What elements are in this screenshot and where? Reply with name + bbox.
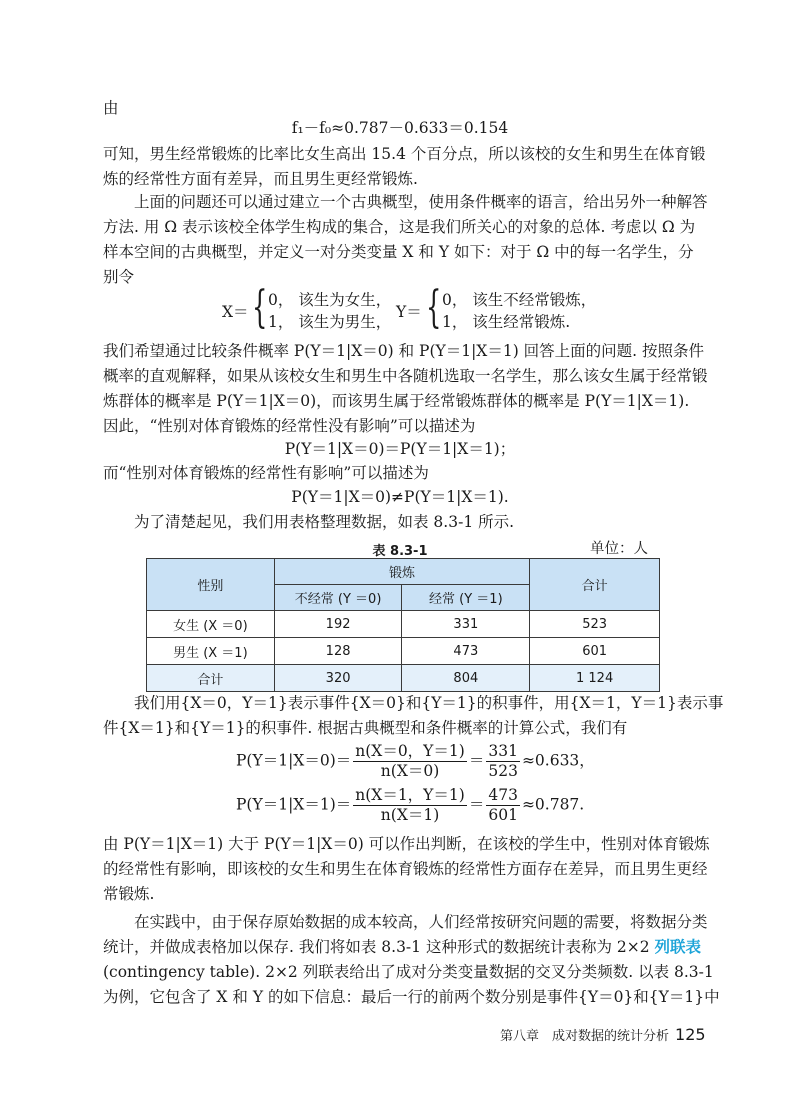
contingency-table — [146, 558, 660, 692]
text-line: 上面的问题还可以通过建立一个古典概型，使用条件概率的语言，给出另外一种解答 — [134, 193, 708, 211]
text-line: 炼的经常性方面有差异，而且男生更经常锻炼. — [103, 170, 418, 188]
text-line: 由 — [103, 99, 119, 117]
text-line: 常锻炼. — [103, 885, 155, 903]
piecewise-x-row: 0， 该生为女生， — [268, 291, 392, 309]
equation-not-equal: P(Y＝1|X＝0)≠P(Y＝1|X＝1). — [291, 488, 509, 506]
text-line: 为了清楚起见，我们用表格整理数据，如表 8.3-1 所示. — [134, 513, 515, 531]
row-label: 女生 (X ＝0) — [147, 611, 275, 638]
fraction-denominator: n(X＝1) — [380, 806, 440, 824]
fraction-denominator: 601 — [488, 806, 518, 824]
fraction-numerator: 473 — [488, 786, 518, 804]
fraction — [486, 742, 520, 781]
text-line: 概率的直观解释，如果从该校女生和男生中各随机选取一名学生，那么该女生属于经常锻 — [103, 367, 708, 385]
page-number: 125 — [675, 1025, 706, 1044]
fraction-numerator: 331 — [488, 742, 518, 760]
text-line: (contingency table). 2×2 列联表给出了成对分类变量数据的交叉分类频数. 以表 8.3-1 — [103, 963, 714, 981]
row-label: 合计 — [147, 665, 275, 692]
text-line: 在实践中，由于保存原始数据的成本较高，人们经常按研究问题的需要，将数据分类 — [134, 913, 708, 931]
brace-icon: { — [252, 282, 268, 333]
page-footer — [500, 1025, 706, 1044]
text-line: 我们希望通过比较条件概率 P(Y＝1|X＝0) 和 P(Y＝1|X＝1) 回答上面的问题. 按照条件 — [103, 342, 705, 360]
text-line: 因此，“性别对体育锻炼的经常性没有影响”可以描述为 — [103, 417, 476, 435]
cell-total: 523 — [530, 611, 660, 638]
text-line: 我们用{X＝0，Y＝1}表示事件{X＝0}和{Y＝1}的积事件，用{X＝1，Y＝1}表示事 — [134, 694, 724, 712]
table-row — [147, 611, 660, 638]
header-total: 合计 — [530, 559, 660, 611]
text-line: 件{X＝1}和{Y＝1}的积事件. 根据古典概型和条件概率的计算公式，我们有 — [103, 719, 628, 737]
cell-total: 601 — [530, 638, 660, 665]
text-line — [103, 937, 715, 957]
cell-often: 473 — [402, 638, 530, 665]
text-line: 的经常性有影响，即该校的女生和男生在体育锻炼的经常性方面存在差异，而且男生更经 — [103, 860, 708, 878]
piecewise-y-row: 0， 该生不经常锻炼， — [442, 291, 597, 309]
row-label: 男生 (X ＝1) — [147, 638, 275, 665]
header-not-often: 不经常 (Y ＝0) — [274, 585, 402, 611]
equation-lhs: P(Y＝1|X＝1)＝ — [236, 795, 352, 814]
piecewise-y-row: 1， 该生经常锻炼. — [442, 313, 571, 331]
text-line: 为例，它包含了 X 和 Y 的如下信息：最后一行的前两个数分别是事件{Y＝0}和{Y＝1}中 — [103, 988, 720, 1006]
fraction-denominator: 523 — [488, 762, 518, 780]
equation-lhs: P(Y＝1|X＝0)＝ — [236, 751, 352, 770]
fraction — [353, 786, 467, 825]
text-line: 由 P(Y＝1|X＝1) 大于 P(Y＝1|X＝0) 可以作出判断，在该校的学生中，性别对体育锻炼 — [103, 835, 710, 853]
table-unit: 单位：人 — [590, 541, 648, 557]
text-line: 方法. 用 Ω 表示该校全体学生构成的集合，这是我们所关心的对象的总体. 考虑以 Ω 为 — [103, 218, 696, 236]
header-gender: 性别 — [147, 559, 275, 611]
fraction-numerator: n(X＝1，Y＝1) — [355, 786, 465, 804]
fraction — [353, 742, 467, 781]
cell-not-often: 128 — [274, 638, 402, 665]
text-line: 而“性别对体育锻炼的经常性有影响”可以描述为 — [103, 464, 429, 482]
header-exercise: 锻炼 — [274, 559, 530, 585]
piecewise-x-lhs: X＝ — [222, 303, 249, 321]
fraction — [486, 786, 520, 825]
table-row — [147, 638, 660, 665]
text-line: 可知，男生经常锻炼的比率比女生高出 15.4 个百分点，所以该校的女生和男生在体育锻 — [103, 145, 706, 163]
text-line: 别令 — [103, 268, 135, 286]
cell-not-often: 192 — [274, 611, 402, 638]
equation-probability-female: P(Y＝1|X＝0)＝ $\frac{n(X=0,Y=1)}{n(X=0)}$ ＝ $\frac{331}{523}$ ≈0.633， — [236, 742, 595, 780]
equation-difference: f₁－f₀≈0.787－0.633＝0.154 — [291, 119, 509, 137]
piecewise-y-lhs: Y＝ — [396, 303, 422, 321]
piecewise-x-definition — [222, 282, 392, 334]
cell-often: 804 — [402, 665, 530, 692]
fraction-numerator: n(X＝0，Y＝1) — [355, 742, 465, 760]
cell-often: 331 — [402, 611, 530, 638]
table-caption: 表 8.3-1 — [372, 544, 428, 559]
keyword-contingency-table: 列联表 — [654, 937, 702, 956]
equation-result: ≈0.633， — [521, 751, 595, 770]
cell-not-often: 320 — [274, 665, 402, 692]
chapter-title: 第八章 成对数据的统计分析 — [500, 1029, 670, 1044]
equation-result: ≈0.787. — [521, 795, 585, 814]
table-row-total — [147, 665, 660, 692]
cell-total: 1 124 — [530, 665, 660, 692]
text-span: 统计，并做成表格加以保存. 我们将如表 8.3-1 这种形式的数据统计表称为 2×2 — [103, 938, 655, 956]
header-often: 经常 (Y ＝1) — [402, 585, 530, 611]
fraction-denominator: n(X＝0) — [380, 762, 440, 780]
brace-icon: { — [426, 282, 442, 333]
text-line: 样本空间的古典概型，并定义一对分类变量 X 和 Y 如下：对于 Ω 中的每一名学生，分 — [103, 243, 694, 261]
equation-equal: P(Y＝1|X＝0)＝P(Y＝1|X＝1)； — [284, 440, 516, 458]
piecewise-y-definition — [396, 282, 626, 334]
equation-probability-male: P(Y＝1|X＝1)＝ $\frac{n(X=1,Y=1)}{n(X=1)}$ ＝ $\frac{473}{601}$ ≈0.787. — [236, 786, 585, 824]
piecewise-x-row: 1， 该生为男生， — [268, 313, 392, 331]
text-line: 炼群体的概率是 P(Y＝1|X＝0)，而该男生属于经常锻炼群体的概率是 P(Y＝1|X＝1). — [103, 392, 690, 410]
